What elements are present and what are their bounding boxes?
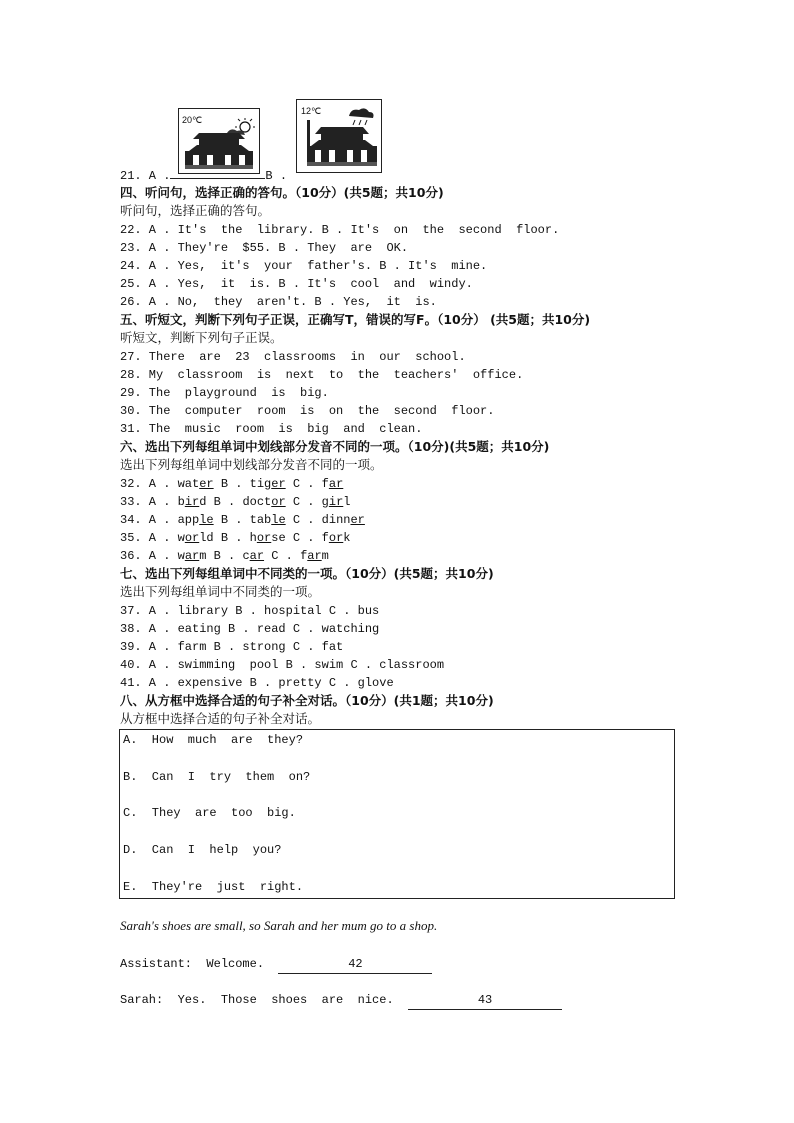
list-item: 38. A . eating B . read C . watching (120, 622, 380, 636)
list-item: 25. A . Yes, it is. B . It's cool and windy. (120, 277, 473, 291)
q21-option-b: B . (265, 169, 288, 183)
section8-instruction: 从方框中选择合适的句子补全对话。 (120, 711, 321, 726)
cloud-icon (349, 108, 374, 118)
option-c: C. They are too big. (123, 806, 296, 820)
list-item: 28. My classroom is next to the teachers' office. (120, 368, 524, 382)
option-b: B. Can I try them on? (123, 770, 311, 784)
list-item: 24. A . Yes, it's your father's. B . It's mine. (120, 259, 488, 273)
option-a: A. How much are they? (123, 733, 304, 747)
list-item: 34. A . apple B . table C . dinner (120, 513, 365, 527)
answer-blank-43[interactable]: 43 (408, 991, 562, 1010)
options-box (119, 729, 675, 899)
section7-heading: 七、选出下列每组单词中不同类的一项。（10分）(共5题；共10分) (120, 566, 494, 581)
list-item: 22. A . It's the library. B . It's on the second floor. (120, 223, 560, 237)
list-item: 27. There are 23 classrooms in our school. (120, 350, 466, 364)
option-e: E. They're just right. (123, 880, 304, 894)
section8-heading: 八、从方框中选择合适的句子补全对话。（10分）(共1题；共10分) (120, 693, 494, 708)
list-item: 40. A . swimming pool B . swim C . classroom (120, 658, 445, 672)
temperature-b: 12℃ (301, 106, 322, 116)
list-item: 29. The playground is big. (120, 386, 329, 400)
answer-blank-42[interactable]: 42 (278, 955, 432, 974)
list-item: 26. A . No, they aren't. B . Yes, it is. (120, 295, 437, 309)
section4-heading: 四、听问句，选择正确的答句。（10分）(共5题；共10分) (120, 185, 444, 200)
list-item: 32. A . water B . tiger C . far (120, 477, 344, 491)
q21-line (120, 166, 287, 184)
rainy-gate-image (297, 100, 381, 172)
list-item: 31. The music room is big and clean. (120, 422, 423, 436)
section5-heading: 五、听短文，判断下列句子正误，正确写T，错误的写F。（10分） (共5题；共10分) (120, 312, 591, 327)
temperature-a: 20℃ (182, 115, 203, 125)
list-item: 30. The computer room is on the second floor. (120, 404, 495, 418)
q21-option-a: 21. A . (120, 169, 171, 183)
sunny-gate-image (179, 109, 259, 173)
dialogue-line (120, 991, 562, 1009)
picture-rainy-tiananmen (296, 99, 382, 173)
section7-instruction: 选出下列每组单词中不同类的一项。 (120, 584, 321, 599)
dialogue-line (120, 955, 432, 973)
section6-heading: 六、选出下列每组单词中划线部分发音不同的一项。（10分)(共5题；共10分) (120, 439, 550, 454)
option-d: D. Can I help you? (123, 843, 282, 857)
list-item: 35. A . world B . horse C . fork (120, 531, 351, 545)
speaker-sarah: Sarah: Yes. Those shoes are nice. (120, 993, 409, 1007)
picture-sunny-tiananmen (178, 108, 260, 174)
list-item: 23. A . They're $55. B . They are OK. (120, 241, 409, 255)
section5-instruction: 听短文，判断下列句子正误。 (120, 330, 283, 345)
section6-instruction: 选出下列每组单词中划线部分发音不同的一项。 (120, 457, 383, 472)
list-item: 36. A . warm B . car C . farm (120, 549, 329, 563)
speaker-assistant: Assistant: Welcome. (120, 957, 279, 971)
list-item: 39. A . farm B . strong C . fat (120, 640, 344, 654)
list-item: 33. A . bird B . doctor C . girl (120, 495, 351, 509)
sun-icon (240, 122, 250, 132)
list-item: 41. A . expensive B . pretty C . glove (120, 676, 394, 690)
section4-instruction: 听问句，选择正确的答句。 (120, 203, 271, 218)
dialogue-intro: Sarah's shoes are small, so Sarah and her mum go to a shop. (120, 918, 438, 933)
list-item: 37. A . library B . hospital C . bus (120, 604, 380, 618)
